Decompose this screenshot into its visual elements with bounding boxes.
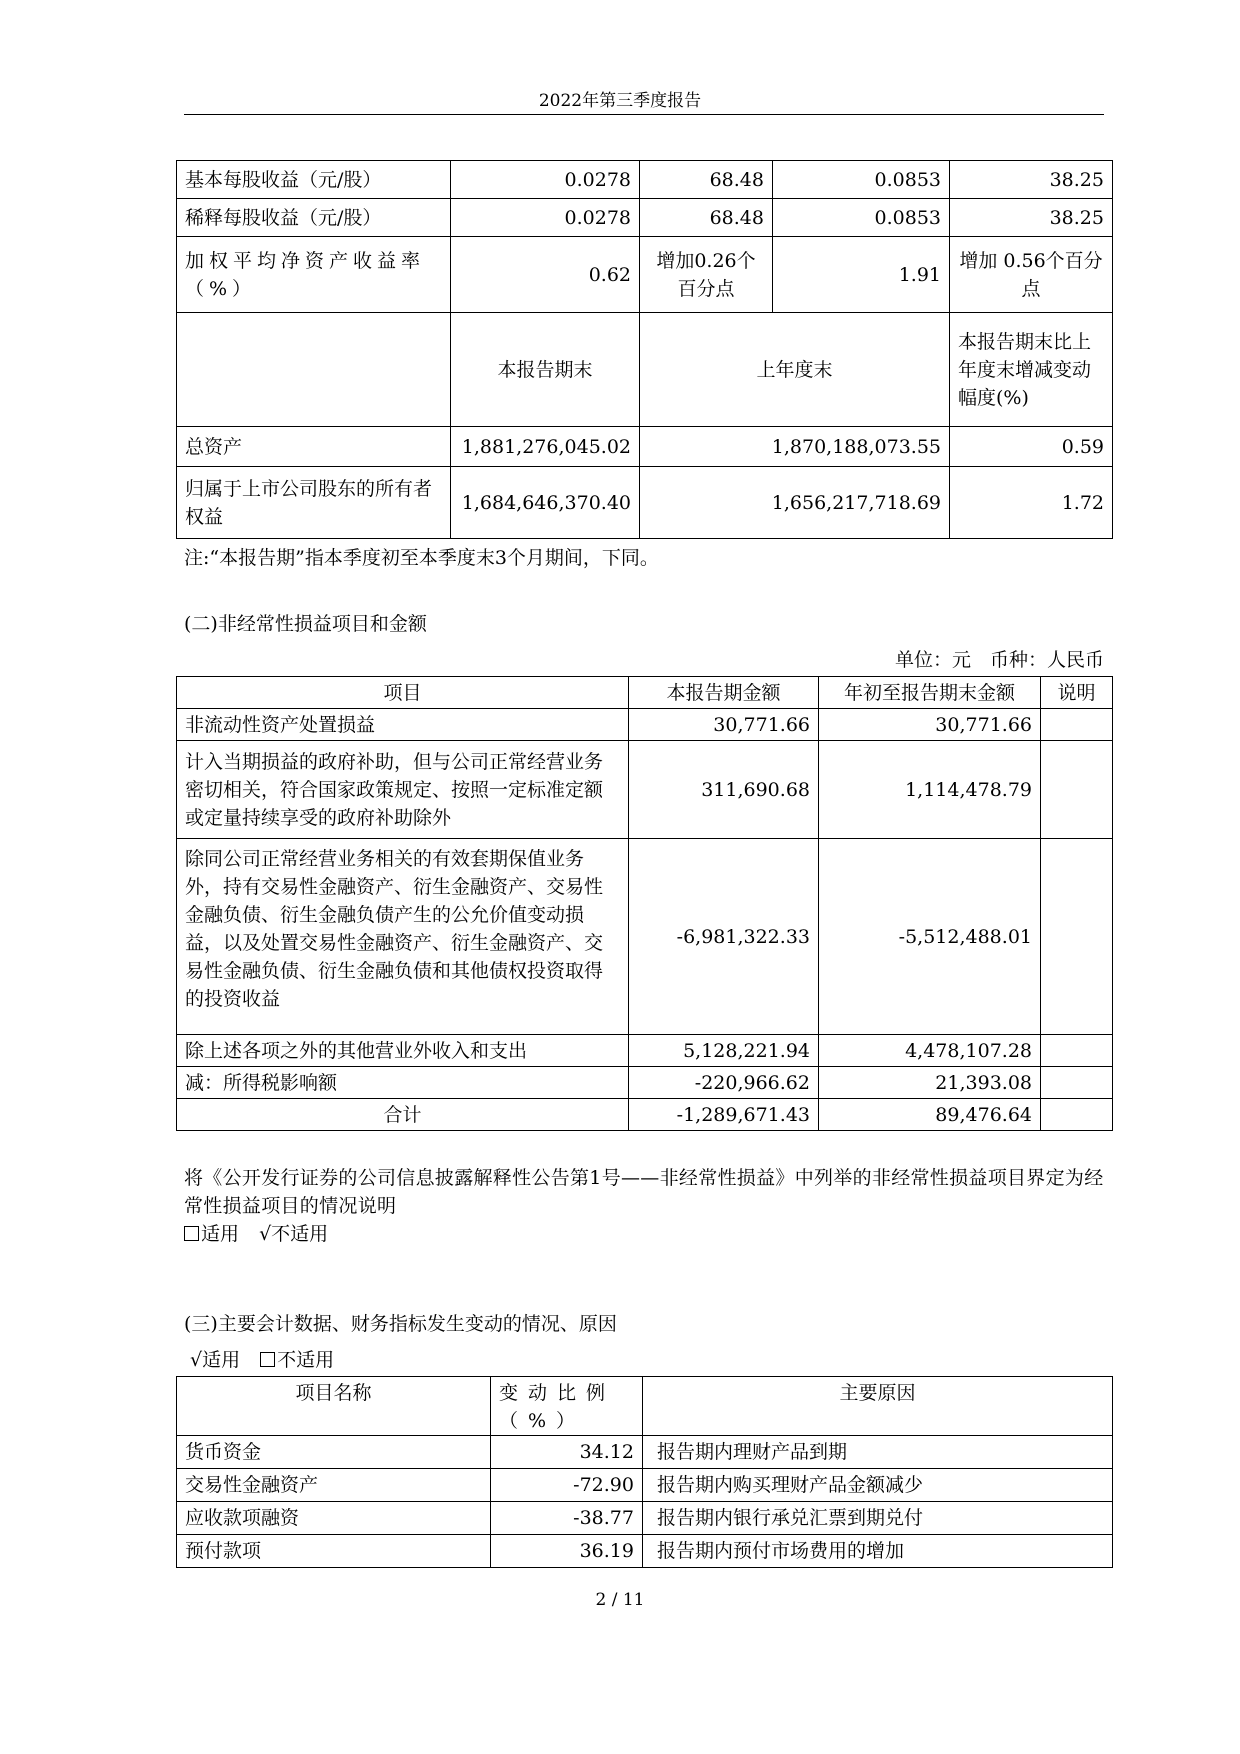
header-rule: [184, 114, 1104, 115]
cell-value: 21,393.08: [819, 1067, 1041, 1099]
item-cell: 除同公司正常经营业务相关的有效套期保值业务外，持有交易性金融资产、衍生金融资产、交易性金融负债、衍生金融负债产生的公允价值变动损益，以及处置交易性金融资产、衍生金融资产、交易性金融负债、衍生金融负债和其他债权投资取得的投资收益: [177, 839, 629, 1035]
table-row: [177, 161, 1113, 199]
checkbox-empty-icon: [184, 1226, 199, 1241]
column-header: 主要原因: [643, 1377, 1113, 1436]
cell-value: 0.0278: [451, 161, 640, 199]
section-title: (三)主要会计数据、财务指标发生变动的情况、原因: [184, 1313, 617, 1335]
table-row: [177, 427, 1113, 467]
section-title: (二)非经常性损益项目和金额: [184, 613, 427, 635]
reason-cell: 报告期内购买理财产品金额减少: [643, 1469, 1113, 1502]
column-header: 变动比例（%）: [491, 1377, 643, 1436]
cell-value: 89,476.64: [819, 1099, 1041, 1131]
cell-value: 1,870,188,073.55: [640, 427, 950, 467]
cell-value: 30,771.66: [819, 709, 1041, 741]
column-header: 上年度末: [640, 313, 950, 427]
note-cell: [1041, 1099, 1113, 1131]
item-cell: 预付款项: [177, 1535, 491, 1568]
cell-value: 1.91: [773, 237, 950, 313]
table-row: [177, 1469, 1113, 1502]
applicability-options: [184, 1220, 328, 1248]
row-label: 总资产: [177, 427, 451, 467]
item-cell: 减：所得税影响额: [177, 1067, 629, 1099]
applicability-options: [190, 1346, 334, 1374]
explain-paragraph: 将《公开发行证券的公司信息披露解释性公告第1号——非经常性损益》中列举的非经常性损益项目界定为经常性损益项目的情况说明: [184, 1167, 1104, 1217]
column-header: 本报告期金额: [629, 677, 819, 709]
table-row: [177, 1067, 1113, 1099]
option-label: 不适用: [271, 1223, 329, 1245]
row-label: 归属于上市公司股东的所有者权益: [177, 467, 451, 539]
table-row: [177, 1535, 1113, 1568]
table-row: [177, 709, 1113, 741]
note-cell: [1041, 741, 1113, 839]
table-header-row: [177, 1377, 1113, 1436]
cell-value: 0.0853: [773, 161, 950, 199]
table-row: [177, 741, 1113, 839]
cell-value: 38.25: [950, 199, 1113, 237]
cell-value: -220,966.62: [629, 1067, 819, 1099]
note-cell: [1041, 1035, 1113, 1067]
cell-value: 68.48: [640, 161, 773, 199]
cell-value: -6,981,322.33: [629, 839, 819, 1035]
table-note: 注:“本报告期”指本季度初至本季度末3个月期间，下同。: [184, 547, 659, 569]
cell-value: 1,881,276,045.02: [451, 427, 640, 467]
cell-value: -1,289,671.43: [629, 1099, 819, 1131]
table-header-row: [177, 677, 1113, 709]
reason-cell: 报告期内银行承兑汇票到期兑付: [643, 1502, 1113, 1535]
cell-value: 0.59: [950, 427, 1113, 467]
row-label: 基本每股收益（元/股）: [177, 161, 451, 199]
blank-cell: [177, 313, 451, 427]
cell-value: 5,128,221.94: [629, 1035, 819, 1067]
change-reasons-table: [176, 1376, 1113, 1568]
item-cell: 应收款项融资: [177, 1502, 491, 1535]
checkmark-icon: √: [190, 1349, 203, 1371]
reason-cell: 报告期内预付市场费用的增加: [643, 1535, 1113, 1568]
table-row: [177, 313, 1113, 427]
column-header: 本报告期末: [451, 313, 640, 427]
cell-value: 0.62: [451, 237, 640, 313]
table-row: [177, 1099, 1113, 1131]
cell-value: 34.12: [491, 1436, 643, 1469]
table-row: [177, 1502, 1113, 1535]
note-cell: [1041, 1067, 1113, 1099]
item-cell: 货币资金: [177, 1436, 491, 1469]
item-cell: 合计: [177, 1099, 629, 1131]
row-label: 加权平均净资产收益率（%）: [177, 237, 451, 313]
cell-value: 1.72: [950, 467, 1113, 539]
cell-value: 30,771.66: [629, 709, 819, 741]
cell-value: 311,690.68: [629, 741, 819, 839]
checkbox-empty-icon: [260, 1352, 275, 1367]
key-indicators-table: [176, 160, 1113, 539]
cell-value: -72.90: [491, 1469, 643, 1502]
table-row: [177, 467, 1113, 539]
item-cell: 交易性金融资产: [177, 1469, 491, 1502]
table-row: [177, 237, 1113, 313]
cell-value: 68.48: [640, 199, 773, 237]
note-cell: [1041, 839, 1113, 1035]
page-number: 2 / 11: [595, 1590, 645, 1610]
row-label: 稀释每股收益（元/股）: [177, 199, 451, 237]
non-recurring-table: [176, 676, 1113, 1131]
cell-value: 38.25: [950, 161, 1113, 199]
cell-value: 增加 0.56个百分点: [950, 237, 1113, 313]
column-header: 说明: [1041, 677, 1113, 709]
column-header: 项目名称: [177, 1377, 491, 1436]
cell-value: -38.77: [491, 1502, 643, 1535]
option-label: 适用: [201, 1223, 240, 1245]
column-header: 本报告期末比上年度末增减变动幅度(%): [950, 313, 1113, 427]
table-row: [177, 1436, 1113, 1469]
item-cell: 非流动性资产处置损益: [177, 709, 629, 741]
cell-value: 1,656,217,718.69: [640, 467, 950, 539]
cell-value: 0.0278: [451, 199, 640, 237]
option-label: 适用: [202, 1349, 241, 1371]
cell-value: 1,114,478.79: [819, 741, 1041, 839]
unit-label: 单位：元 币种：人民币: [894, 649, 1104, 671]
table-row: [177, 1035, 1113, 1067]
cell-value: 1,684,646,370.40: [451, 467, 640, 539]
table-row: [177, 199, 1113, 237]
cell-value: 增加0.26个百分点: [640, 237, 773, 313]
column-header: 项目: [177, 677, 629, 709]
page-header-title: 2022年第三季度报告: [538, 91, 702, 111]
item-cell: 计入当期损益的政府补助，但与公司正常经营业务密切相关，符合国家政策规定、按照一定标准定额或定量持续享受的政府补助除外: [177, 741, 629, 839]
cell-value: 4,478,107.28: [819, 1035, 1041, 1067]
checkmark-icon: √: [259, 1223, 272, 1245]
reason-cell: 报告期内理财产品到期: [643, 1436, 1113, 1469]
cell-value: -5,512,488.01: [819, 839, 1041, 1035]
cell-value: 36.19: [491, 1535, 643, 1568]
note-cell: [1041, 709, 1113, 741]
table-row: [177, 839, 1113, 1035]
option-label: 不适用: [277, 1349, 335, 1371]
column-header: 年初至报告期末金额: [819, 677, 1041, 709]
cell-value: 0.0853: [773, 199, 950, 237]
item-cell: 除上述各项之外的其他营业外收入和支出: [177, 1035, 629, 1067]
